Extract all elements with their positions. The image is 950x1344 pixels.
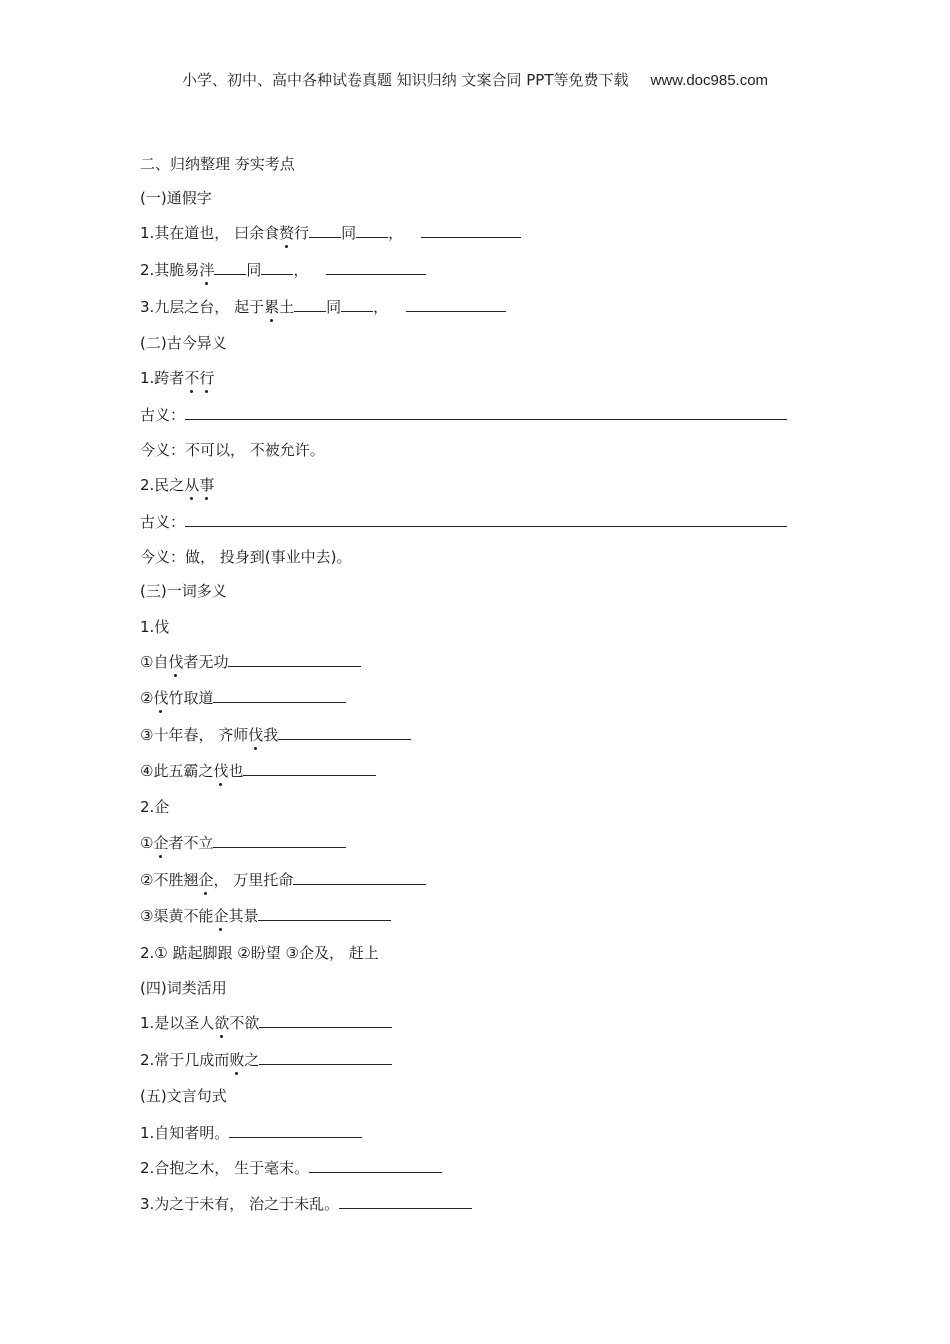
answer-blank[interactable]	[309, 1157, 442, 1173]
fa-item-2: ②伐竹取道	[140, 687, 346, 708]
answer-blank[interactable]	[185, 511, 787, 527]
answer-blank[interactable]	[185, 404, 787, 420]
fa-item-4: ④此五霸之伐也	[140, 760, 376, 781]
tongjia-item-1: 1.其在道也， 曰余食赘行 同 ，	[140, 222, 521, 243]
qi-item-2: ②不胜翘企， 万里托命	[140, 869, 426, 890]
answer-blank[interactable]	[243, 760, 376, 776]
answer-blank[interactable]	[356, 222, 388, 238]
tongjia-heading: (一)通假字	[140, 189, 212, 207]
answer-blank[interactable]	[259, 1012, 392, 1028]
answer-blank[interactable]	[214, 259, 246, 275]
yiciduoyi-heading: (三)一词多义	[140, 582, 227, 600]
answer-blank[interactable]	[228, 651, 361, 667]
answer-blank[interactable]	[341, 296, 373, 312]
answer-blank[interactable]	[309, 222, 341, 238]
gujin-item-2: 2.民之从事	[140, 476, 215, 494]
jushi-item-3: 3.为之于未有， 治之于未乱。	[140, 1193, 472, 1214]
gujin-gu-2: 古义：	[140, 511, 787, 532]
gujin-gu-1: 古义：	[140, 404, 787, 425]
answer-blank[interactable]	[213, 832, 346, 848]
answer-blank[interactable]	[406, 296, 506, 312]
qi-item-1: ①企者不立	[140, 832, 346, 853]
qi-item-3: ③渠黄不能企其景	[140, 905, 391, 926]
gujin-jin-1: 今义：不可以， 不被允许。	[140, 441, 325, 459]
gujin-item-1: 1.跨者不行	[140, 369, 215, 387]
tongjia-item-3: 3.九层之台， 起于累土 同 ，	[140, 296, 506, 317]
cilei-item-1: 1.是以圣人欲不欲	[140, 1012, 392, 1033]
qi-answer: 2.① 踮起脚跟 ②盼望 ③企及， 赶上	[140, 944, 379, 962]
page-header	[0, 69, 950, 90]
answer-blank[interactable]	[229, 1122, 362, 1138]
word-fa: 1.伐	[140, 618, 170, 636]
word-qi: 2.企	[140, 798, 170, 816]
cilei-heading: (四)词类活用	[140, 979, 227, 997]
answer-blank[interactable]	[326, 259, 426, 275]
gujin-jin-2: 今义：做， 投身到(事业中去)。	[140, 548, 352, 566]
jushi-item-1: 1.自知者明。	[140, 1122, 362, 1143]
answer-blank[interactable]	[258, 905, 391, 921]
answer-blank[interactable]	[261, 259, 293, 275]
tongjia-item-2: 2.其脆易泮 同 ，	[140, 259, 426, 280]
answer-blank[interactable]	[294, 296, 326, 312]
answer-blank[interactable]	[339, 1193, 472, 1209]
fa-item-3: ③十年春， 齐师伐我	[140, 724, 411, 745]
answer-blank[interactable]	[421, 222, 521, 238]
section-title: 二、归纳整理 夯实考点	[140, 155, 295, 173]
answer-blank[interactable]	[278, 724, 411, 740]
gujin-heading: (二)古今异义	[140, 334, 227, 352]
cilei-item-2: 2.常于几成而败之	[140, 1049, 392, 1070]
fa-item-1: ①自伐者无功	[140, 651, 361, 672]
answer-blank[interactable]	[259, 1049, 392, 1065]
header-site: www.doc985.com	[650, 72, 769, 89]
answer-blank[interactable]	[293, 869, 426, 885]
jushi-heading: (五)文言句式	[140, 1087, 227, 1105]
jushi-item-2: 2.合抱之木， 生于毫末。	[140, 1157, 442, 1178]
header-text: 小学、初中、高中各种试卷真题 知识归纳 文案合同 PPT等免费下载	[181, 71, 629, 89]
answer-blank[interactable]	[213, 687, 346, 703]
